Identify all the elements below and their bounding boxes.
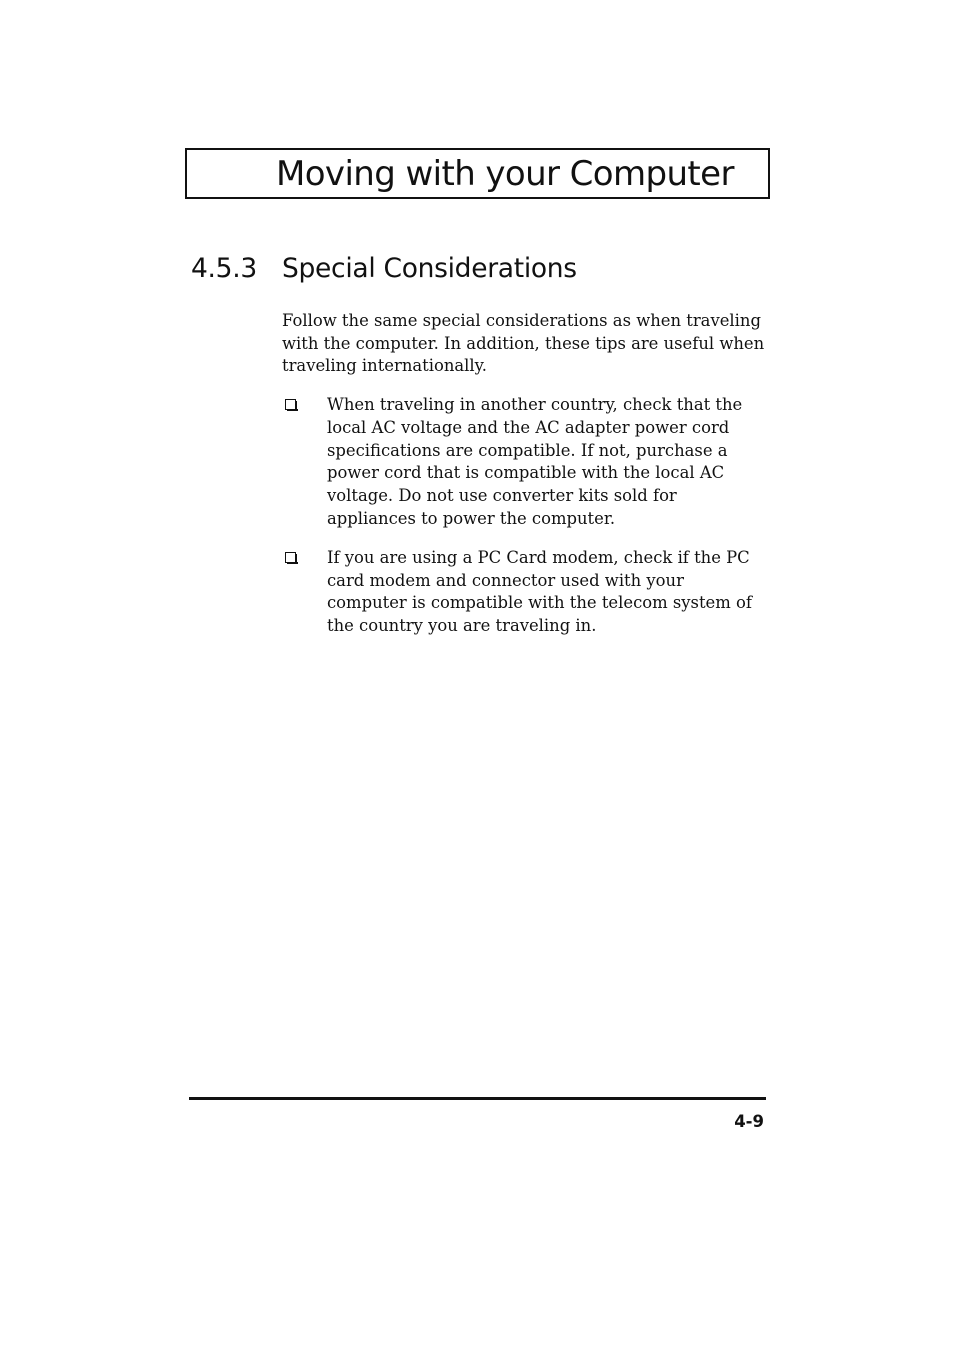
chapter-title: Moving with your Computer [276, 154, 734, 194]
page-number: 4-9 [734, 1112, 764, 1131]
section-title: Special Considerations [282, 253, 577, 284]
intro-paragraph: Follow the same special considerations as when traveling with the computer. In addition, these tips are useful when traveling internationally. [282, 311, 765, 376]
list-item-text: If you are using a PC Card modem, check if the PC card modem and connector used with your computer is compatible with the telecom system of the country you are traveling in. [327, 547, 752, 636]
section-heading [191, 250, 577, 288]
checkbox-bullet-icon [285, 552, 296, 563]
list-item [282, 394, 766, 531]
footer-divider [189, 1097, 766, 1100]
section-number: 4.5.3 [191, 253, 257, 284]
tips-list [282, 394, 766, 654]
checkbox-bullet-icon [285, 399, 296, 410]
list-item [282, 547, 766, 638]
list-item-text: When traveling in another country, check that the local AC voltage and the AC adapter power cord specifications are compatible. If not, purchase a power cord that is compatible with the local AC voltage. Do not use converter kits sold for appliances to power the computer. [327, 395, 743, 528]
